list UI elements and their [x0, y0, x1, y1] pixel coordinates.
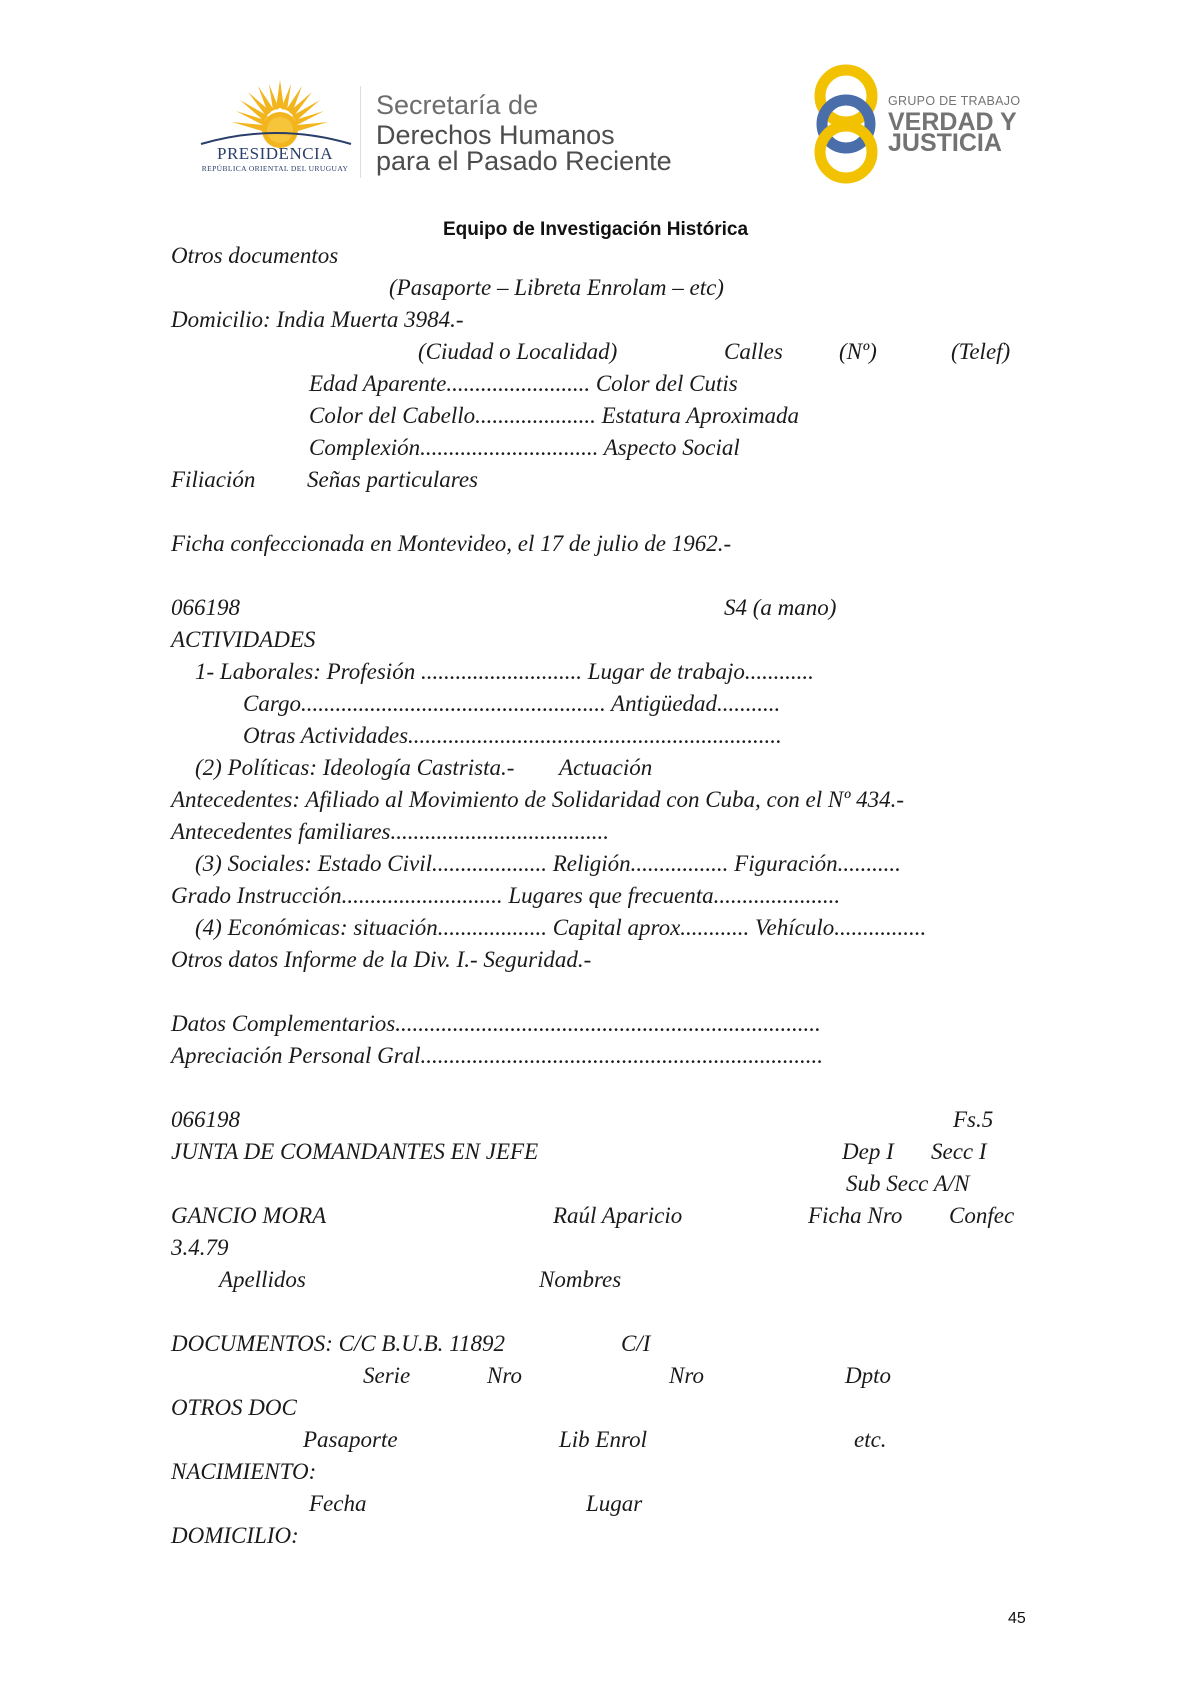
label-serie: Serie	[363, 1363, 411, 1388]
grupo-line-2: JUSTICIA	[888, 129, 1002, 157]
label-domicilio: DOMICILIO:	[171, 1523, 299, 1548]
line-sociales: (3) Sociales: Estado Civil.................... Religión................. Figuración...........	[195, 851, 901, 876]
label-etc: etc.	[854, 1427, 887, 1452]
label-confec: Confec	[949, 1203, 1015, 1228]
label-fecha: Fecha	[309, 1491, 367, 1516]
label-otros-doc: OTROS DOC	[171, 1395, 297, 1420]
value-fecha-confec: 3.4.79	[171, 1235, 229, 1260]
file-number-1: 066198	[171, 595, 240, 620]
line-economicas: (4) Económicas: situación................... Capital aprox............ Vehículo................	[195, 915, 927, 940]
line-pasaporte-libreta: (Pasaporte – Libreta Enrolam – etc)	[389, 275, 724, 300]
line-cargo: Cargo..................................................... Antigüedad...........	[243, 691, 781, 716]
line-grado-instruccion: Grado Instrucción............................ Lugares que frecuenta......................	[171, 883, 841, 908]
label-calles: Calles	[724, 339, 783, 364]
line-otras-actividades: Otras Actividades.................................................................	[243, 723, 782, 748]
presidencia-arc-icon	[196, 126, 356, 146]
secretaria-line-1: Secretaría de	[376, 90, 539, 120]
verdad-justicia-rings-icon	[808, 62, 884, 186]
grupo-small-label: GRUPO DE TRABAJO	[888, 94, 1021, 108]
page-number: 45	[1008, 1610, 1026, 1627]
label-dpto: Dpto	[845, 1363, 891, 1388]
line-antecedentes-familiares: Antecedentes familiares......................................	[171, 819, 609, 844]
secretaria-line-3: para el Pasado Reciente	[376, 146, 672, 176]
label-actuacion: Actuación	[559, 755, 653, 780]
label-s4-a-mano: S4 (a mano)	[724, 595, 837, 620]
label-pasaporte: Pasaporte	[303, 1427, 398, 1452]
label-ci: C/I	[621, 1331, 651, 1356]
label-ciudad-localidad: (Ciudad o Localidad)	[418, 339, 618, 364]
label-nacimiento: NACIMIENTO:	[171, 1459, 317, 1484]
logo-divider	[360, 86, 361, 178]
line-domicilio: Domicilio: India Muerta 3984.-	[171, 307, 464, 332]
file-number-2: 066198	[171, 1107, 240, 1132]
label-lugar: Lugar	[586, 1491, 643, 1516]
label-apellidos: Apellidos	[219, 1267, 306, 1292]
line-datos-complementarios: Datos Complementarios..........................................................................	[171, 1011, 821, 1036]
line-color-cabello: Color del Cabello..................... Estatura Aproximada	[309, 403, 800, 428]
line-edad-aparente: Edad Aparente......................... Color del Cutis	[309, 371, 738, 396]
line-laborales: 1- Laborales: Profesión ............................ Lugar de trabajo............	[195, 659, 814, 684]
line-otros-documentos: Otros documentos	[171, 243, 339, 268]
label-senas-particulares: Señas particulares	[307, 467, 478, 492]
label-sub-secc: Sub Secc A/N	[846, 1171, 970, 1196]
line-otros-datos: Otros datos Informe de la Div. I.- Seguridad.-	[171, 947, 592, 972]
label-ficha-nro: Ficha Nro	[808, 1203, 903, 1228]
line-complexion: Complexión............................... Aspecto Social	[309, 435, 740, 460]
value-nombres: Raúl Aparicio	[553, 1203, 683, 1228]
presidencia-subtitle: REPÚBLICA ORIENTAL DEL URUGUAY	[201, 164, 349, 173]
line-documentos: DOCUMENTOS: C/C B.U.B. 11892	[171, 1331, 505, 1356]
presidencia-title: PRESIDENCIA	[216, 144, 333, 163]
line-ficha-confeccionada: Ficha confeccionada en Montevideo, el 17 de julio de 1962.-	[171, 531, 732, 556]
line-politicas: (2) Políticas: Ideología Castrista.-	[195, 755, 515, 780]
label-lib-enrol: Lib Enrol	[559, 1427, 647, 1452]
label-nro-2: Nro	[669, 1363, 704, 1388]
label-fs5: Fs.5	[953, 1107, 994, 1132]
label-nro-1: Nro	[487, 1363, 522, 1388]
line-junta-comandantes: JUNTA DE COMANDANTES EN JEFE	[171, 1139, 539, 1164]
heading-actividades: ACTIVIDADES	[171, 627, 316, 652]
line-apreciacion-personal: Apreciación Personal Gral......................................................................	[171, 1043, 824, 1068]
line-antecedentes: Antecedentes: Afiliado al Movimiento de Solidaridad con Cuba, con el Nº 434.-	[171, 787, 904, 812]
label-filiacion: Filiación	[171, 467, 256, 492]
label-numero: (Nº)	[839, 339, 877, 364]
label-secc: Secc I	[931, 1139, 987, 1164]
label-dep: Dep I	[842, 1139, 894, 1164]
secretaria-line-2: Derechos Humanos	[376, 120, 615, 150]
value-apellidos: GANCIO MORA	[171, 1203, 327, 1228]
label-telef: (Telef)	[951, 339, 1011, 364]
label-nombres: Nombres	[539, 1267, 622, 1292]
grupo-line-1: VERDAD Y	[888, 108, 1017, 136]
section-title: Equipo de Investigación Histórica	[442, 219, 749, 240]
